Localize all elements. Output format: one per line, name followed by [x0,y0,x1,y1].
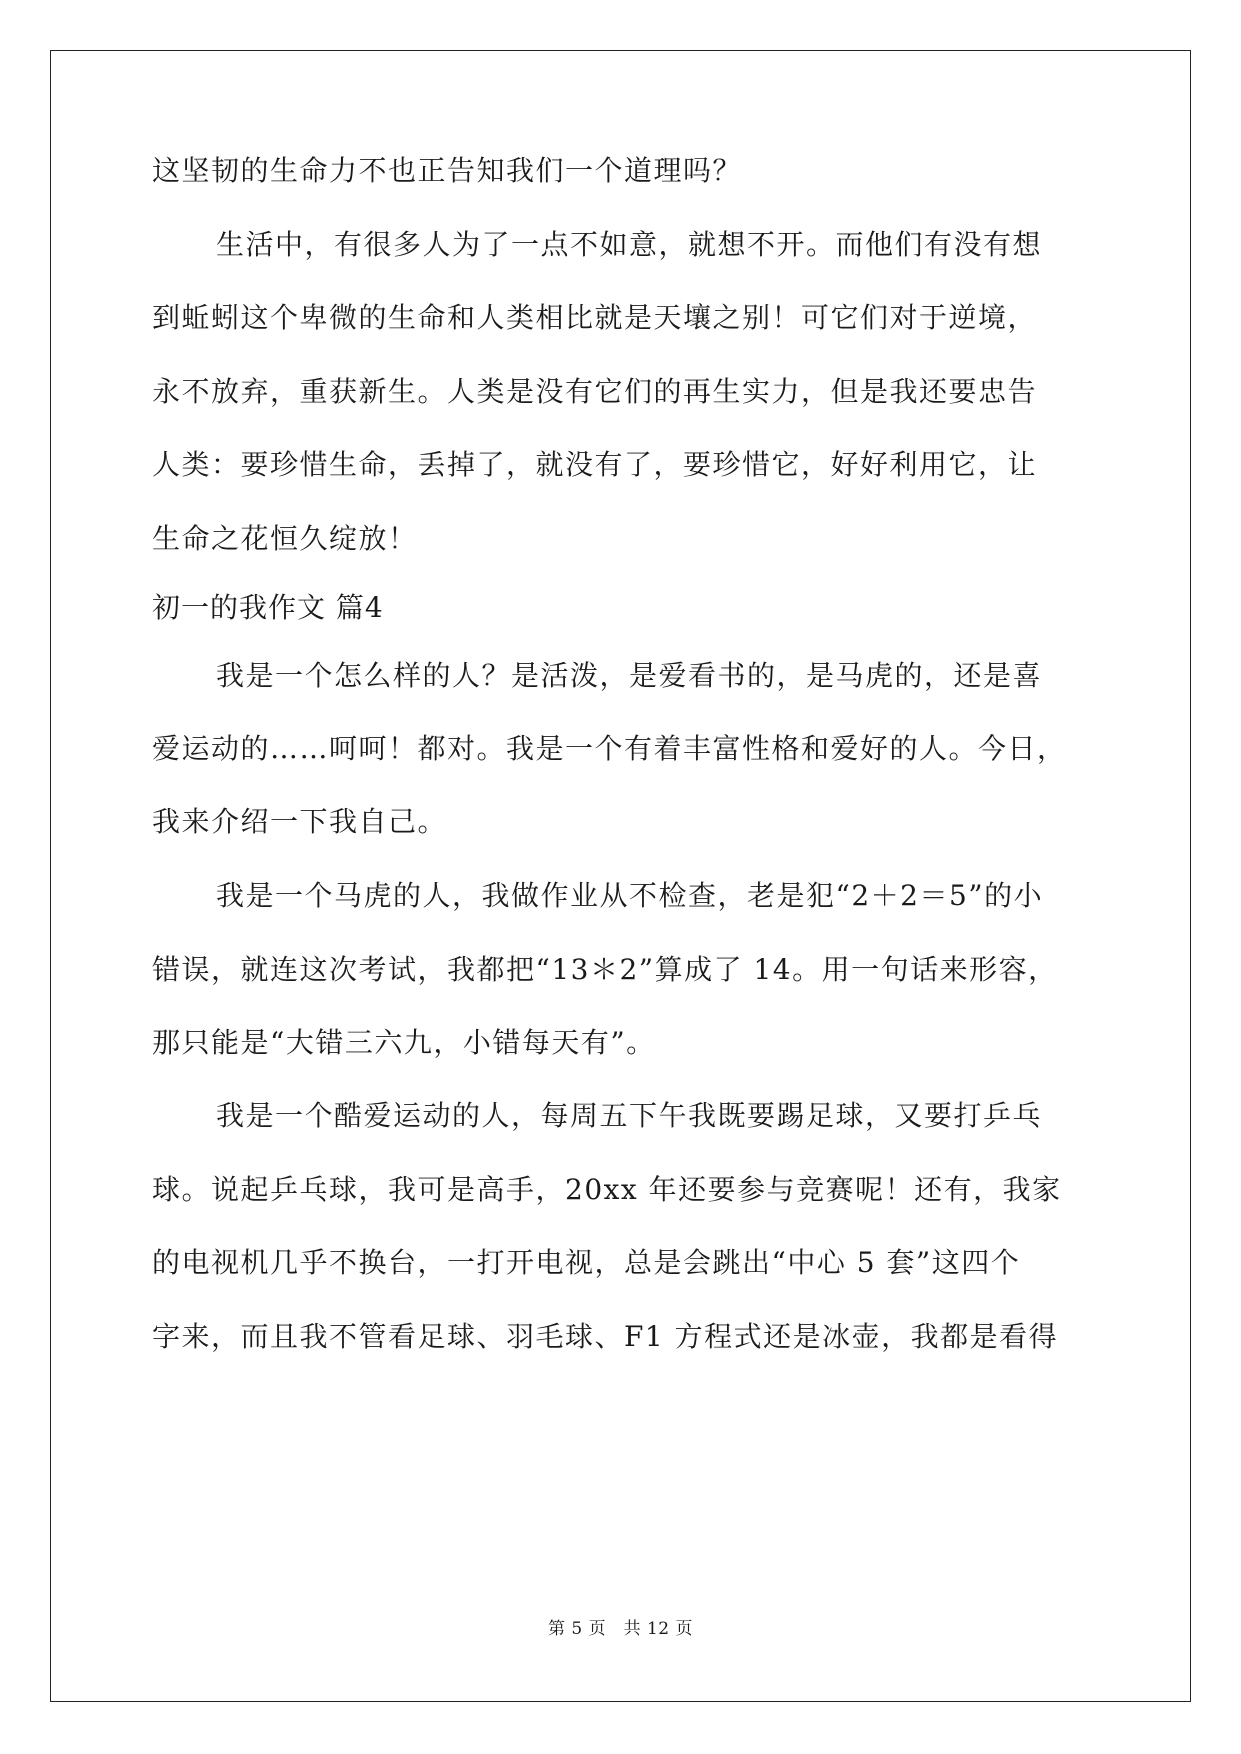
body-line-14: 我是一个酷爱运动的人，每周五下午我既要踢足球，又要打乒乓 [216,1099,1043,1132]
body-line-13: 那只能是“大错三六九，小错每天有”。 [152,1026,656,1059]
body-line-17: 字来，而且我不管看足球、羽毛球、F1 方程式还是冰壶，我都是看得 [152,1320,1059,1353]
body-line-5: 人类：要珍惜生命，丢掉了，就没有了，要珍惜它，好好利用它，让 [152,448,1038,481]
body-line-2: 生活中，有很多人为了一点不如意，就想不开。而他们有没有想 [216,228,1043,261]
body-line-4: 永不放弃，重获新生。人类是没有它们的再生实力，但是我还要忠告 [152,375,1038,408]
body-line-3: 到蚯蚓这个卑微的生命和人类相比就是天壤之别！可它们对于逆境， [152,301,1038,334]
body-line-11: 我是一个马虎的人，我做作业从不检查，老是犯“2＋2＝5”的小 [216,879,1044,912]
body-line-12: 错误，就连这次考试，我都把“13＊2”算成了 14。用一句话来形容， [152,953,1058,986]
body-line-8: 我是一个怎么样的人？是活泼，是爱看书的，是马虎的，还是喜 [216,659,1043,692]
body-line-1: 这坚韧的生命力不也正告知我们一个道理吗？ [152,154,743,187]
page-border [50,50,1191,1702]
section-heading: 初一的我作文 篇4 [152,591,384,624]
body-line-16: 的电视机几乎不换台，一打开电视，总是会跳出“中心 5 套”这四个 [152,1246,1021,1279]
body-line-15: 球。说起乒乓球，我可是高手，20xx 年还要参与竞赛呢！还有，我家 [152,1173,1062,1206]
body-line-9: 爱运动的……呵呵！都对。我是一个有着丰富性格和爱好的人。今日， [152,732,1067,765]
body-line-10: 我来介绍一下我自己。 [152,805,448,838]
body-line-6: 生命之花恒久绽放！ [152,522,418,555]
page-footer: 第 5 页 共 12 页 [547,1619,694,1639]
